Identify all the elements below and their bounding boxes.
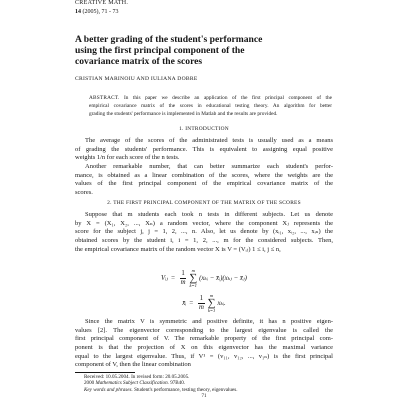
abstract-line: empirical covariance matrix of the scores in educational testing theory. An algorithm for better bbox=[89, 102, 332, 109]
fraction bbox=[180, 270, 186, 286]
sum-symbol: ∑ bbox=[189, 272, 198, 284]
section-two-continued-body bbox=[75, 318, 333, 370]
introduction-body bbox=[75, 137, 333, 198]
keywords-text: Student's performance, testing theory, eigenvalues. bbox=[134, 387, 238, 394]
section-heading-introduction: 1. INTRODUCTION bbox=[179, 126, 229, 132]
abstract-text: In this paper we describe an application of the first principal component of the bbox=[123, 95, 332, 101]
paragraph-line: score for the subject j, j = 1, 2, ..., n. Also, let us denote by (xᵢ₁, xᵢ₂, ..., xᵢₙ) the bbox=[75, 228, 333, 236]
abstract-label: ABSTRACT. bbox=[89, 95, 120, 101]
year-pages: (2005), 71 - 73 bbox=[82, 9, 119, 15]
paragraph-line: values [2]. The eigenvector corresponding to the largest eigenvalue is called the bbox=[75, 326, 333, 334]
equation-term: (xₖᵢ − x̄ᵢ)(xₖⱼ − x̄ⱼ) bbox=[199, 275, 247, 282]
paragraph-line: component of V, then the linear combination bbox=[75, 361, 191, 369]
abstract bbox=[89, 95, 332, 118]
title-line: A better grading of the student's performance bbox=[75, 34, 263, 45]
paragraph-line: The average of the scores of the administrated tests is usually used as a means bbox=[85, 137, 333, 144]
authors: CRISTIAN MARINOIU AND IULIANA DOBRE bbox=[75, 76, 198, 82]
fraction-numerator: 1 bbox=[199, 295, 204, 302]
equation-lhs: Vᵢⱼ bbox=[161, 275, 169, 282]
volume-number: 14 bbox=[75, 9, 81, 15]
paragraph-line: ponent is that the projection of X on this eigenvector has the maximal variance bbox=[75, 344, 333, 352]
fraction-numerator: 1 bbox=[181, 270, 185, 277]
msc-year: 2000 bbox=[84, 380, 95, 387]
footnote-rule bbox=[75, 372, 135, 373]
paragraph bbox=[75, 137, 333, 163]
section-two-body bbox=[75, 211, 333, 254]
mean-equation bbox=[75, 292, 333, 314]
sum-lower-limit: k=1 bbox=[189, 283, 197, 288]
keywords-label: Key words and phrases. bbox=[84, 387, 133, 394]
paragraph-line: first principal component of V. The remarkable property of the first principal com- bbox=[75, 335, 333, 343]
equals-sign: = bbox=[171, 274, 175, 282]
title-line: using the first principal component of the bbox=[75, 45, 245, 56]
paragraph-line: scores. bbox=[75, 189, 93, 197]
msc-label: Mathematics Subject Classification. bbox=[95, 380, 169, 387]
paragraph-line: obtained scores by the student i, i = 1, 2, ..., m for the considered subjects. Then, bbox=[75, 237, 333, 245]
paragraph-line: of grading the students' performance. This is equivalent to assigning equal positive bbox=[75, 145, 333, 153]
fraction-denominator: m bbox=[180, 278, 186, 286]
covariance-equation bbox=[75, 265, 333, 291]
summation bbox=[208, 293, 216, 313]
abstract-line bbox=[89, 95, 332, 103]
abstract-line: grading the students' performance is implemented in Matlab and the results are provided. bbox=[89, 110, 278, 117]
sum-lower-limit: k=1 bbox=[207, 308, 216, 313]
journal-name: CREATIVE MATH. bbox=[75, 0, 129, 6]
volume-line bbox=[75, 9, 119, 16]
paper-title bbox=[75, 34, 333, 67]
equation-term: xₖᵢ. bbox=[217, 300, 226, 307]
equation-lhs: x̄ᵢ bbox=[182, 299, 187, 307]
paragraph-line: Suppose that m students each took n tests in different subjects. Let us denote bbox=[85, 211, 333, 218]
sum-upper-limit: m bbox=[191, 268, 195, 273]
paragraph bbox=[75, 163, 333, 198]
title-line: covariance matrix of the scores bbox=[75, 56, 203, 67]
paragraph bbox=[75, 211, 333, 254]
fraction-denominator: m bbox=[198, 303, 204, 311]
section-heading-principal-component: 2. THE FIRST PRINCIPAL COMPONENT OF THE MATRIX OF THE SCORES bbox=[107, 200, 301, 206]
paragraph-line: by X = (X₁, X₂, ..., Xₙ) a random vector, where the component Xⱼ represents the bbox=[75, 219, 333, 227]
equals-sign: = bbox=[189, 299, 194, 307]
summation bbox=[189, 268, 197, 288]
paragraph-line: values of the first principal component of the empirical covariance matrix of the bbox=[75, 180, 333, 188]
paragraph-line: Since the matrix V is symmetric and positive definite, it has n positive eigen- bbox=[85, 318, 333, 325]
msc-code: 97B40. bbox=[170, 380, 186, 387]
paragraph bbox=[75, 318, 333, 370]
paragraph-line: the empirical covariance matrix of the random vector X is V = (Vᵢⱼ) 1 ≤ i, j ≤ n, bbox=[75, 245, 281, 253]
paragraph-line: equal to the largest eigenvalue. Thus, if V¹ = (v₁₁, v₁₂, ..., v₁ₙ) is the first principal bbox=[75, 352, 333, 360]
paragraph-line: weights 1/n for each score of the n tests. bbox=[75, 154, 180, 162]
paragraph-line: Another remarkable number, that can better summarize each student's perfor- bbox=[85, 163, 333, 171]
sum-upper-limit: m bbox=[209, 293, 214, 298]
received-dates: Received: 10.05.2004. In revised form: 20.05.2005. bbox=[84, 373, 190, 380]
fraction bbox=[198, 295, 204, 311]
page-number: 71 bbox=[201, 394, 207, 399]
footnotes bbox=[75, 374, 333, 394]
keywords bbox=[75, 387, 333, 394]
sum-symbol: ∑ bbox=[207, 297, 216, 309]
paragraph-line: mance, is obtained as a linear combination of the scores, where the weights are the bbox=[75, 171, 333, 179]
